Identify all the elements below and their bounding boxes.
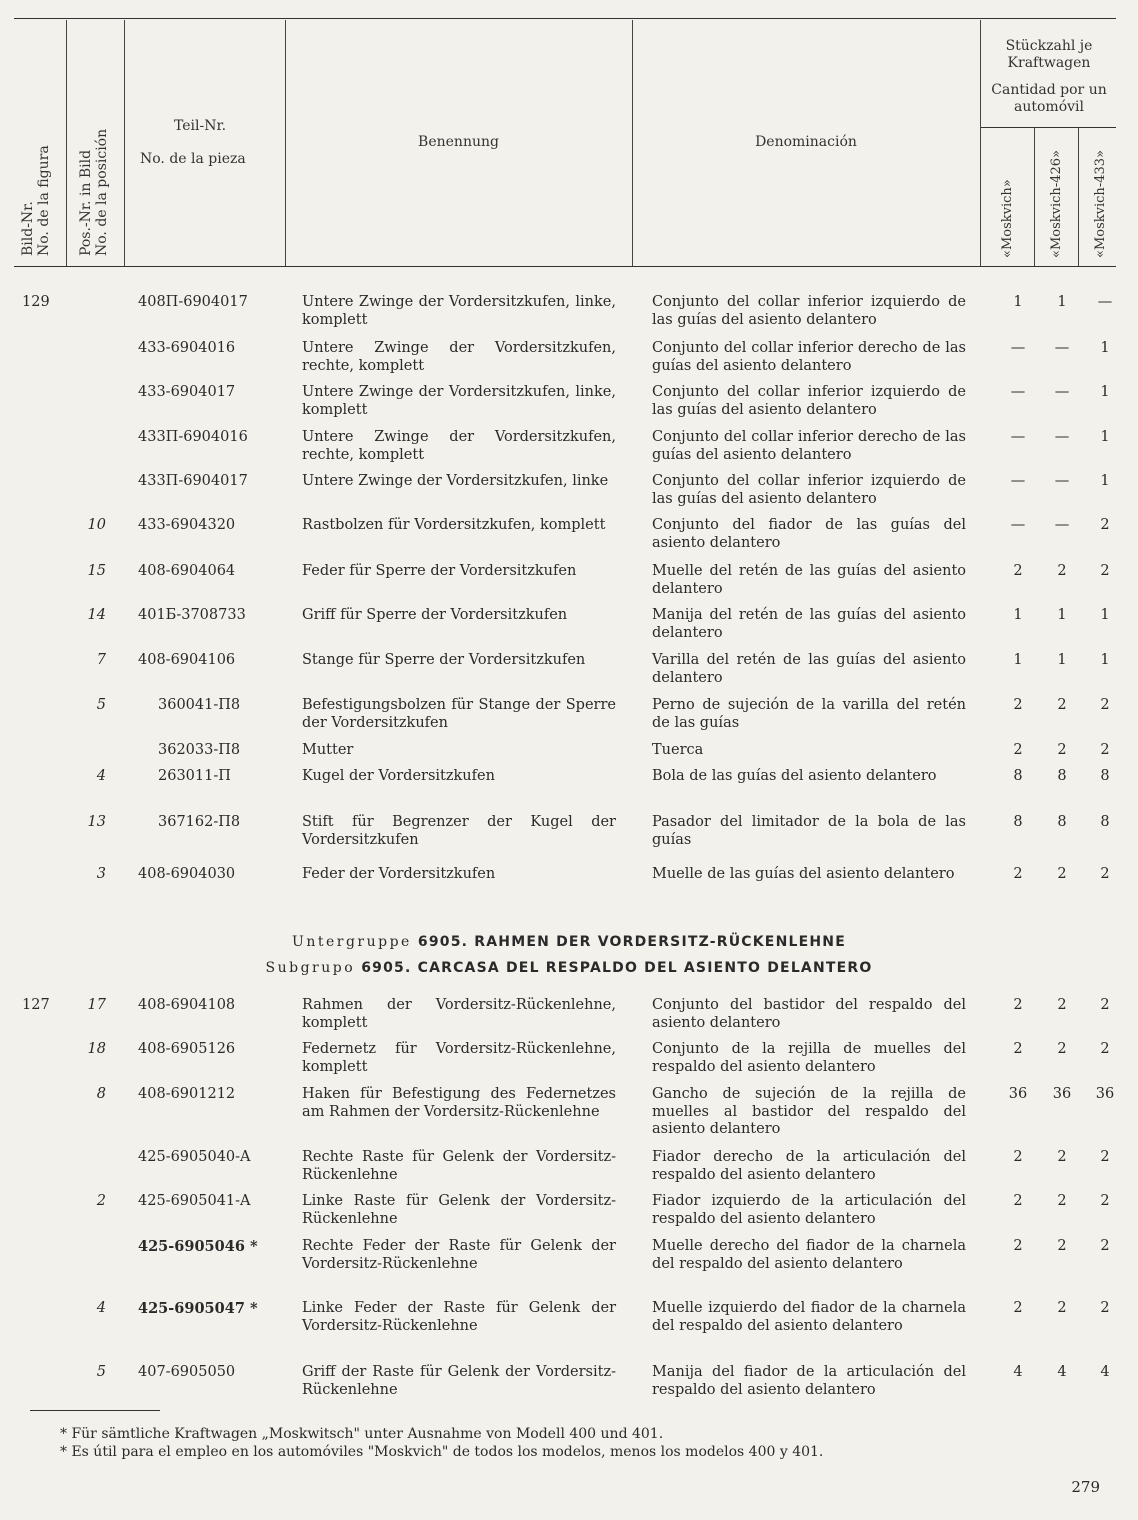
qty-moskvich-426: 36	[1052, 1086, 1072, 1102]
qty-moskvich-426: 1	[1057, 652, 1067, 668]
position-number: 13	[87, 814, 106, 830]
part-number: 408-6904030	[138, 866, 236, 882]
benennung-text: Untere Zwinge der Vordersitzkufen, linke, komplett	[302, 294, 616, 328]
qty-moskvich-433: 8	[1100, 814, 1110, 830]
qty-moskvich-426: 2	[1057, 1300, 1067, 1316]
benennung-text: Untere Zwinge der Vordersitzkufen, rechte, komplett	[302, 340, 616, 374]
denominacion-text: Varilla del retén de las guías del asiento delantero	[652, 652, 966, 686]
denominacion-text: Conjunto del collar inferior izquierdo de las guías del asiento delantero	[652, 384, 966, 418]
position-number: 5	[96, 1364, 106, 1380]
position-number: 8	[96, 1086, 106, 1102]
part-number: 408-6904064	[138, 563, 236, 579]
qty-moskvich: —	[1010, 384, 1026, 400]
qty-moskvich-426: —	[1054, 340, 1070, 356]
position-number: 3	[96, 866, 106, 882]
qty-moskvich-433: —	[1097, 294, 1113, 310]
benennung-text: Untere Zwinge der Vordersitzkufen, linke, komplett	[302, 384, 616, 418]
qty-moskvich: 1	[1013, 607, 1023, 623]
benennung-text: Linke Raste für Gelenk der Vordersitz-Rückenlehne	[302, 1193, 616, 1227]
qty-moskvich-426: 8	[1057, 814, 1067, 830]
qty-moskvich: 1	[1013, 652, 1023, 668]
part-number: 360041-П8	[158, 697, 241, 713]
benennung-text: Rahmen der Vordersitz-Rückenlehne, komplett	[302, 997, 616, 1031]
qty-moskvich-433: 2	[1100, 1238, 1110, 1254]
qty-moskvich-433: 4	[1100, 1364, 1110, 1380]
qty-moskvich: 2	[1013, 1041, 1023, 1057]
part-number: 408-6904106	[138, 652, 236, 668]
denominacion-text: Pasador del limitador de la bola de las guías	[652, 814, 966, 848]
benennung-text: Linke Feder der Raste für Gelenk der Vordersitz-Rückenlehne	[302, 1300, 616, 1334]
qty-moskvich: 8	[1013, 768, 1023, 784]
qty-moskvich-433: 1	[1100, 607, 1110, 623]
header-top-rule	[14, 18, 1116, 19]
qty-moskvich-426: 2	[1057, 697, 1067, 713]
benennung-text: Federnetz für Vordersitz-Rückenlehne, komplett	[302, 1041, 616, 1075]
qty-moskvich-426: 2	[1057, 997, 1067, 1013]
qty-moskvich-426: 2	[1057, 1193, 1067, 1209]
part-number: 401Б-3708733	[138, 607, 246, 623]
qty-moskvich: 8	[1013, 814, 1023, 830]
figure-number: 129	[22, 294, 50, 310]
header-teil-nr: Teil-Nr. No. de la pieza	[140, 118, 246, 167]
qty-moskvich-433: 36	[1095, 1086, 1115, 1102]
benennung-text: Rastbolzen für Vordersitzkufen, komplett	[302, 517, 606, 533]
qty-moskvich: —	[1010, 473, 1026, 489]
col-divider	[1034, 128, 1035, 266]
part-number: 433-6904016	[138, 340, 236, 356]
qty-moskvich-426: 2	[1057, 1238, 1067, 1254]
footnote-de: * Für sämtliche Kraftwagen „Moskwitsch" unter Ausnahme von Modell 400 und 401.	[60, 1426, 664, 1442]
position-number: 7	[96, 652, 106, 668]
position-number: 14	[87, 607, 106, 623]
qty-moskvich-426: —	[1054, 384, 1070, 400]
qty-moskvich-433: 1	[1100, 340, 1110, 356]
qty-moskvich-426: 2	[1057, 742, 1067, 758]
benennung-text: Befestigungsbolzen für Stange der Sperre der Vordersitzkufen	[302, 697, 616, 731]
qty-moskvich: 2	[1013, 866, 1023, 882]
qty-moskvich-433: 2	[1100, 517, 1110, 533]
denominacion-text: Bola de las guías del asiento delantero	[652, 768, 937, 784]
denominacion-text: Conjunto de la rejilla de muelles del respaldo del asiento delantero	[652, 1041, 966, 1075]
denominacion-text: Conjunto del collar inferior izquierdo de las guías del asiento delantero	[652, 473, 966, 507]
denominacion-text: Conjunto del collar inferior derecho de las guías del asiento delantero	[652, 429, 966, 463]
footnote-rule	[30, 1410, 160, 1411]
part-number: 433П-6904016	[138, 429, 248, 445]
header-stueckzahl: Stückzahl je Kraftwagen	[1005, 38, 1093, 71]
header-pos-nr: Pos.-Nr. in Bild No. de la posición	[78, 128, 110, 256]
benennung-text: Griff der Raste für Gelenk der Vordersitz-Rückenlehne	[302, 1364, 616, 1398]
header-cantidad: Cantidad por un automóvil	[991, 82, 1107, 115]
qty-moskvich-426: —	[1054, 429, 1070, 445]
qty-moskvich-433: 2	[1100, 997, 1110, 1013]
part-number: 425-6905040-A	[138, 1149, 251, 1165]
part-number: 408П-6904017	[138, 294, 248, 310]
subgroup-heading-de: Untergruppe 6905. RAHMEN DER VORDERSITZ-RÜCKENLEHNE	[292, 934, 846, 950]
benennung-text: Stift für Begrenzer der Kugel der Vordersitzkufen	[302, 814, 616, 848]
qty-moskvich: 2	[1013, 563, 1023, 579]
denominacion-text: Muelle de las guías del asiento delantero	[652, 866, 955, 882]
part-number: 263011-П	[158, 768, 231, 784]
part-number: 425-6905041-A	[138, 1193, 251, 1209]
denominacion-text: Gancho de sujeción de la rejilla de muelles al bastidor del respaldo del asiento delantero	[652, 1086, 966, 1137]
qty-moskvich-433: 2	[1100, 1193, 1110, 1209]
benennung-text: Untere Zwinge der Vordersitzkufen, rechte, komplett	[302, 429, 616, 463]
denominacion-text: Conjunto del fiador de las guías del asiento delantero	[652, 517, 966, 551]
position-number: 15	[87, 563, 106, 579]
qty-moskvich-433: 2	[1100, 563, 1110, 579]
part-number: 433-6904320	[138, 517, 236, 533]
part-number: 408-6901212	[138, 1086, 236, 1102]
denominacion-text: Manija del retén de las guías del asiento delantero	[652, 607, 966, 641]
qty-moskvich-433: 1	[1100, 652, 1110, 668]
qty-moskvich: 1	[1013, 294, 1023, 310]
qty-moskvich: —	[1010, 429, 1026, 445]
qty-moskvich: 4	[1013, 1364, 1023, 1380]
benennung-text: Mutter	[302, 742, 354, 758]
header-bottom-rule	[14, 266, 1116, 267]
denominacion-text: Manija del fiador de la articulación del respaldo del asiento delantero	[652, 1364, 966, 1398]
benennung-text: Kugel der Vordersitzkufen	[302, 768, 495, 784]
qty-moskvich: 2	[1013, 697, 1023, 713]
qty-header-rule	[981, 127, 1116, 128]
qty-moskvich-433: 8	[1100, 768, 1110, 784]
qty-moskvich-426: —	[1054, 473, 1070, 489]
page-number: 279	[1071, 1478, 1100, 1496]
benennung-text: Rechte Raste für Gelenk der Vordersitz-Rückenlehne	[302, 1149, 616, 1183]
qty-moskvich-433: 1	[1100, 429, 1110, 445]
qty-moskvich-426: 4	[1057, 1364, 1067, 1380]
benennung-text: Rechte Feder der Raste für Gelenk der Vordersitz-Rückenlehne	[302, 1238, 616, 1272]
denominacion-text: Perno de sujeción de la varilla del retén de las guías	[652, 697, 966, 731]
part-number: 408-6905126	[138, 1041, 236, 1057]
header-model-433: «Moskvich-433»	[1093, 150, 1108, 258]
qty-moskvich-433: 2	[1100, 697, 1110, 713]
qty-moskvich-426: 1	[1057, 607, 1067, 623]
header-denominacion: Denominación	[755, 134, 857, 150]
position-number: 4	[96, 768, 106, 784]
qty-moskvich-433: 2	[1100, 1041, 1110, 1057]
position-number: 4	[96, 1300, 106, 1316]
col-divider	[980, 20, 981, 266]
qty-moskvich: 2	[1013, 1300, 1023, 1316]
denominacion-text: Muelle del retén de las guías del asiento delantero	[652, 563, 966, 597]
part-number: 425-6905046 *	[138, 1238, 258, 1255]
qty-moskvich-426: 8	[1057, 768, 1067, 784]
denominacion-text: Conjunto del collar inferior izquierdo de las guías del asiento delantero	[652, 294, 966, 328]
header-model-moskvich: «Moskvich»	[1000, 179, 1015, 258]
qty-moskvich-433: 2	[1100, 1149, 1110, 1165]
denominacion-text: Conjunto del collar inferior derecho de las guías del asiento delantero	[652, 340, 966, 374]
qty-moskvich-426: 2	[1057, 563, 1067, 579]
qty-moskvich: 2	[1013, 997, 1023, 1013]
qty-moskvich-426: 2	[1057, 866, 1067, 882]
footnote-es: * Es útil para el empleo en los automóviles "Moskvich" de todos los modelos, menos los modelos 400 y 401.	[60, 1444, 824, 1460]
header-benennung: Benennung	[418, 134, 499, 150]
qty-moskvich: 2	[1013, 1193, 1023, 1209]
denominacion-text: Muelle izquierdo del fiador de la charnela del respaldo del asiento delantero	[652, 1300, 966, 1334]
qty-moskvich-433: 1	[1100, 473, 1110, 489]
col-divider	[66, 20, 67, 266]
benennung-text: Haken für Befestigung des Federnetzes am Rahmen der Vordersitz-Rückenlehne	[302, 1086, 616, 1120]
subgroup-heading-es: Subgrupo 6905. CARCASA DEL RESPALDO DEL ASIENTO DELANTERO	[265, 960, 873, 976]
col-divider	[124, 20, 125, 266]
part-number: 367162-П8	[158, 814, 241, 830]
benennung-text: Stange für Sperre der Vordersitzkufen	[302, 652, 586, 668]
header-model-426: «Moskvich-426»	[1049, 150, 1064, 258]
qty-moskvich-433: 2	[1100, 742, 1110, 758]
denominacion-text: Tuerca	[652, 742, 704, 758]
qty-moskvich: 2	[1013, 742, 1023, 758]
part-number: 433П-6904017	[138, 473, 248, 489]
qty-moskvich: —	[1010, 517, 1026, 533]
denominacion-text: Conjunto del bastidor del respaldo del asiento delantero	[652, 997, 966, 1031]
benennung-text: Feder der Vordersitzkufen	[302, 866, 496, 882]
denominacion-text: Muelle derecho del fiador de la charnela del respaldo del asiento delantero	[652, 1238, 966, 1272]
qty-moskvich: 2	[1013, 1238, 1023, 1254]
qty-moskvich: 36	[1008, 1086, 1028, 1102]
benennung-text: Untere Zwinge der Vordersitzkufen, linke	[302, 473, 609, 489]
part-number: 425-6905047 *	[138, 1300, 258, 1317]
position-number: 10	[87, 517, 106, 533]
part-number: 362033-П8	[158, 742, 241, 758]
qty-moskvich-433: 2	[1100, 866, 1110, 882]
part-number: 433-6904017	[138, 384, 236, 400]
qty-moskvich-433: 1	[1100, 384, 1110, 400]
figure-number: 127	[22, 997, 50, 1013]
header-bild-nr: Bild-Nr. No. de la figura	[20, 145, 52, 256]
position-number: 18	[87, 1041, 106, 1057]
benennung-text: Griff für Sperre der Vordersitzkufen	[302, 607, 568, 623]
position-number: 5	[96, 697, 106, 713]
part-number: 407-6905050	[138, 1364, 236, 1380]
qty-moskvich: —	[1010, 340, 1026, 356]
col-divider	[1078, 128, 1079, 266]
qty-moskvich-433: 2	[1100, 1300, 1110, 1316]
benennung-text: Feder für Sperre der Vordersitzkufen	[302, 563, 577, 579]
denominacion-text: Fiador izquierdo de la articulación del respaldo del asiento delantero	[652, 1193, 966, 1227]
qty-moskvich-426: —	[1054, 517, 1070, 533]
position-number: 2	[96, 1193, 106, 1209]
part-number: 408-6904108	[138, 997, 236, 1013]
qty-moskvich-426: 2	[1057, 1149, 1067, 1165]
qty-moskvich-426: 2	[1057, 1041, 1067, 1057]
denominacion-text: Fiador derecho de la articulación del respaldo del asiento delantero	[652, 1149, 966, 1183]
qty-moskvich-426: 1	[1057, 294, 1067, 310]
position-number: 17	[87, 997, 106, 1013]
qty-moskvich: 2	[1013, 1149, 1023, 1165]
